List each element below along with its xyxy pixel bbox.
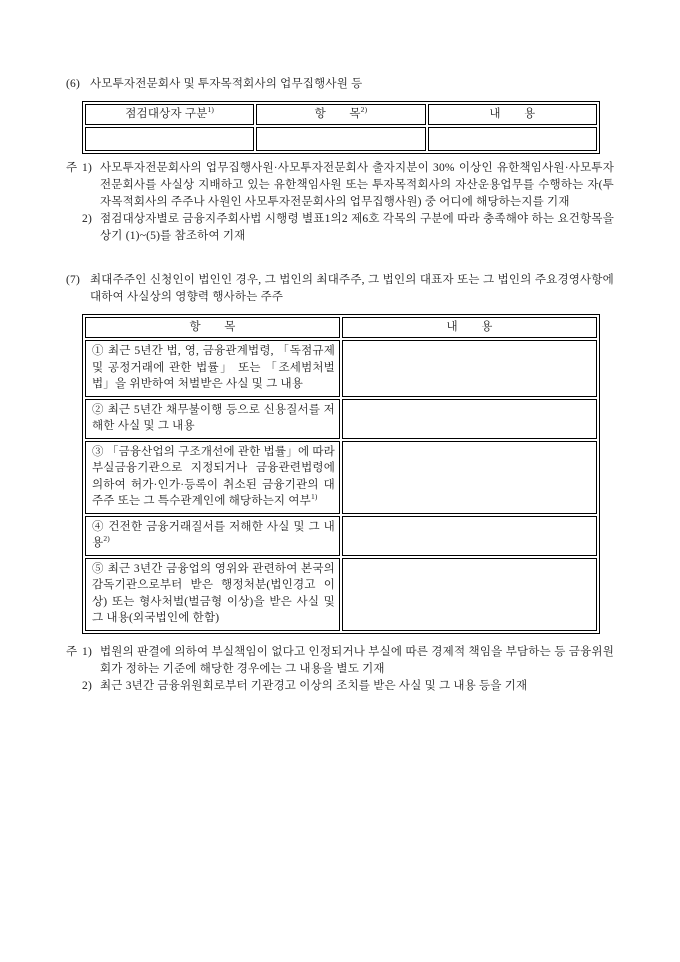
entry-cell-item (256, 127, 425, 151)
note-marker: 1) (82, 645, 92, 658)
table-row (85, 127, 597, 151)
entry-cell-content (342, 558, 597, 631)
item-cell (85, 441, 340, 514)
item-cell (85, 558, 340, 631)
item-text: ③ 「금융산업의 구조개선에 관한 법률」에 따라 부실금융기관으로 지정되거나 금융관련법령에 의하여 허가·인가·등록이 취소된 금융기관의 대주주 또는 그 특수관계인에 해당하는지 여부 (92, 445, 335, 507)
item-text: ② 최근 5년간 채무불이행 등으로 신용질서를 저해한 사실 및 그 내용 (92, 403, 335, 432)
column-header-label: 내 용 (489, 108, 536, 121)
item-cell (85, 340, 340, 397)
item-cell (85, 516, 340, 556)
note-marker: 2) (82, 213, 92, 225)
column-header-label: 항 목 (189, 321, 236, 334)
note-text: 점검대상자별로 금융지주회사법 시행령 별표1의2 제6호 각목의 구분에 따라 충족해야 하는 요건항목을 상기 (1)~(5)를 참조하여 기재 (100, 213, 614, 242)
section-6-number: (6) (66, 78, 81, 90)
entry-cell-content (428, 127, 597, 151)
entry-cell-content (342, 399, 597, 439)
entry-cell-target-type (85, 127, 254, 151)
note-marker: 1) (82, 162, 92, 174)
column-header-item (256, 104, 425, 125)
section-6-heading (66, 76, 614, 93)
note-marker: 2) (82, 679, 92, 692)
note-item (66, 644, 614, 678)
table-header-row (85, 317, 597, 338)
footnote-ref: 1) (310, 492, 318, 502)
entry-cell-content (342, 340, 597, 397)
note-item (66, 211, 614, 245)
table-header-row (85, 104, 597, 125)
table-row (85, 441, 597, 514)
item-cell (85, 399, 340, 439)
column-header-target-type (85, 104, 254, 125)
section-6 (66, 76, 614, 245)
note-item (66, 678, 614, 695)
item-text: ④ 건전한 금융거래질서를 저해한 사실 및 그 내용 (92, 520, 335, 549)
section-6-notes (66, 160, 614, 245)
entry-cell-content (342, 441, 597, 514)
table-row (85, 340, 597, 397)
section-7 (66, 272, 614, 695)
entry-cell-content (342, 516, 597, 556)
note-text: 사모투자전문회사의 업무집행사원·사모투자전문회사 출자지분이 30% 이상인 유한책임사원·사모투자전문회사를 사실상 지배하고 있는 유한책임사원 또는 투자목적회사의 자산운용업무를 수행하는 자(투자목적회사의 주주나 사원인 사모투자전문회사의 업무집행사원) 중 어디에 해당하는지를 기재 (100, 162, 614, 208)
column-header-label: 항 목 (314, 108, 361, 121)
section-7-title: 최대주주인 신청인이 법인인 경우, 그 법인의 최대주주, 그 법인의 대표자 또는 그 법인의 주요경영사항에 대하여 사실상의 영향력 행사하는 주주 (90, 274, 614, 303)
section-7-table (82, 314, 600, 634)
table-row (85, 399, 597, 439)
note-text: 최근 3년간 금융위원회로부터 기관경고 이상의 조치를 받은 사실 및 그 내용 등을 기재 (100, 679, 528, 692)
section-6-title: 사모투자전문회사 및 투자목적회사의 업무집행사원 등 (90, 78, 363, 90)
footnote-ref: 1) (207, 105, 215, 115)
section-7-number: (7) (66, 274, 81, 286)
section-7-notes (66, 644, 614, 695)
table-row (85, 558, 597, 631)
note-item (66, 160, 614, 211)
item-text: ① 최근 5년간 법, 영, 금융관계법령, 「독점규제 및 공정거래에 관한 법률」 또는 「조세범처벌법」을 위반하여 처벌받은 사실 및 그 내용 (92, 345, 335, 390)
section-7-heading (66, 272, 614, 306)
footnote-ref: 2) (360, 105, 368, 115)
table-row (85, 516, 597, 556)
column-header-content (428, 104, 597, 125)
item-text: ⑤ 최근 3년간 금융업의 영위와 관련하여 본국의 감독기관으로부터 받은 행정처분(법인경고 이상) 또는 형사처벌(벌금형 이상)을 받은 사실 및 그 내용(외국법인에 한함) (92, 562, 335, 624)
note-label: 주 (66, 162, 78, 174)
note-text: 법원의 판결에 의하여 부실책임이 없다고 인정되거나 부실에 따른 경제적 책임을 부담하는 등 금융위원회가 정하는 기준에 해당한 경우에는 그 내용을 별도 기재 (100, 645, 614, 675)
column-header-label: 내 용 (446, 321, 493, 334)
column-header-content (342, 317, 597, 338)
footnote-ref: 2) (103, 534, 110, 544)
section-6-table (82, 101, 600, 154)
column-header-label: 점검대상자 구분 (125, 108, 208, 121)
note-label: 주 (66, 645, 78, 658)
column-header-item (85, 317, 340, 338)
